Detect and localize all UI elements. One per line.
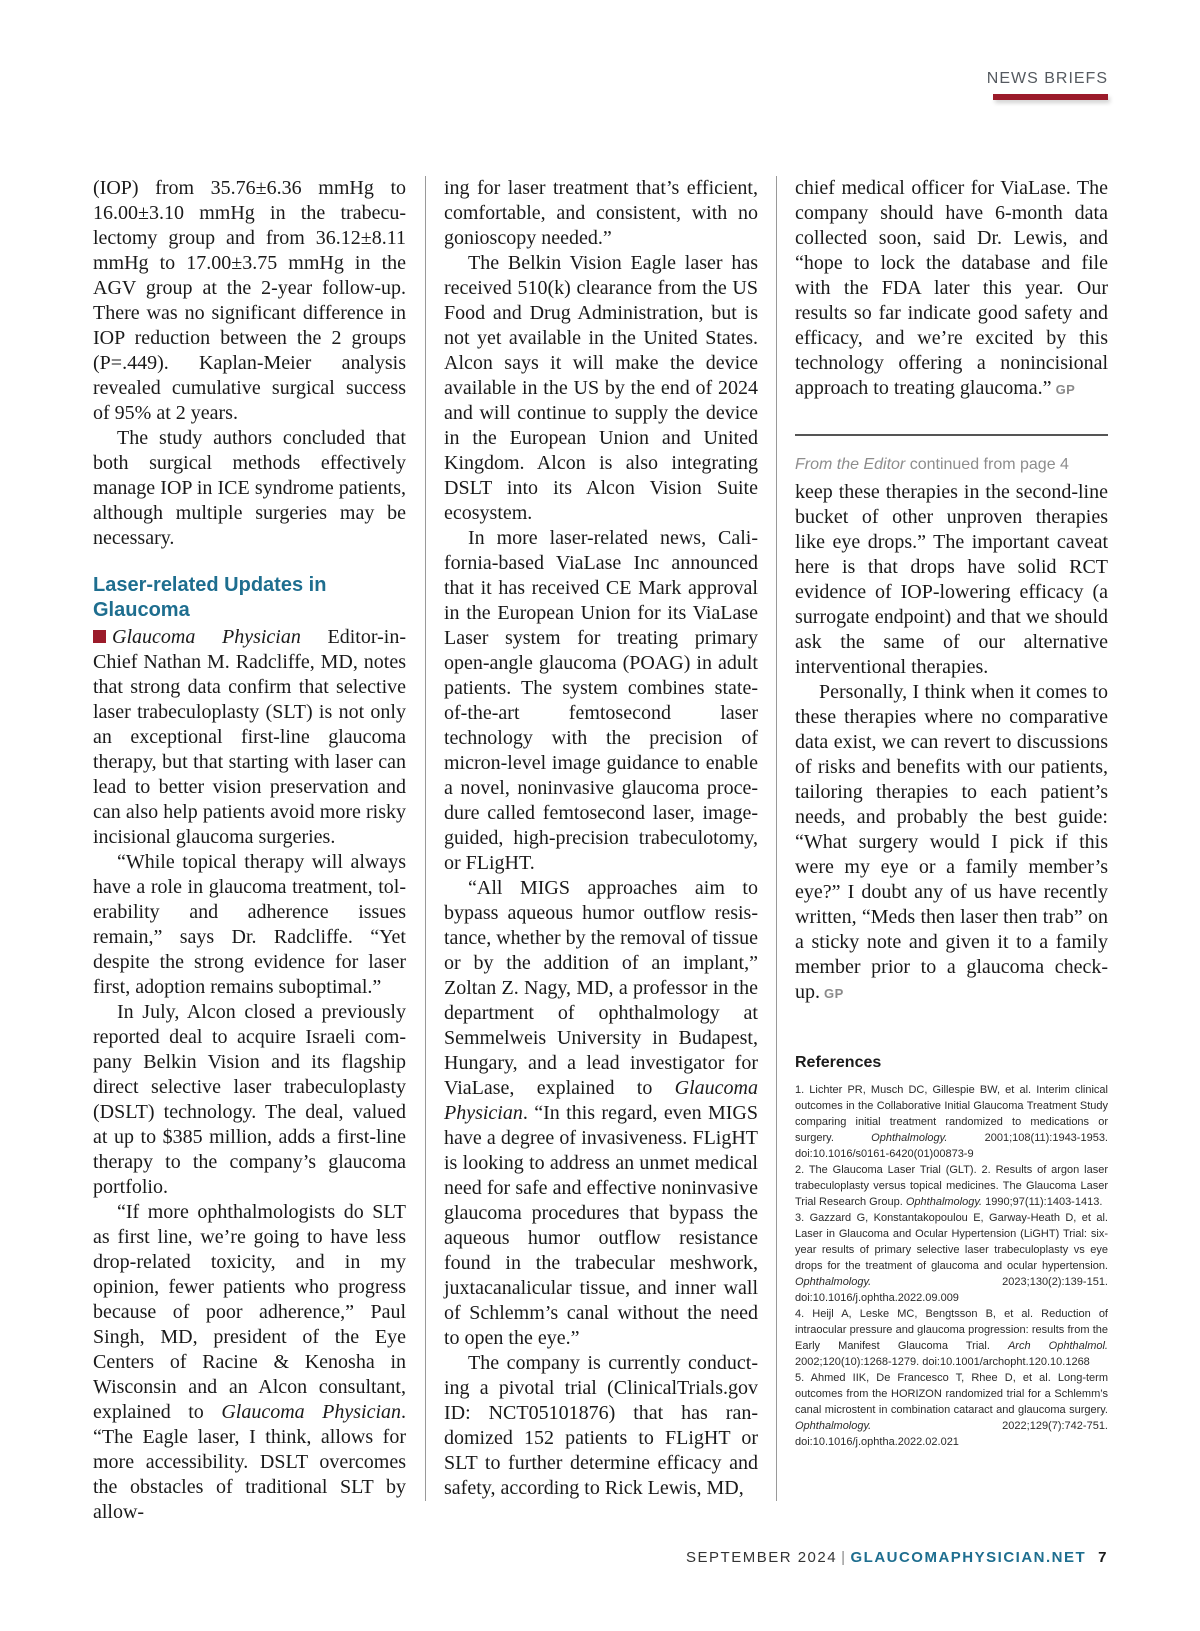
reference-text: 2023;130(2):139-151. doi:10.1016/j.ophtha.2022.09.009 <box>795 1276 1108 1304</box>
end-mark: GP <box>1055 382 1076 397</box>
paragraph: ing for laser treatment that’s efficient, comfortable, and consistent, with no gonioscopy needed.” <box>444 177 758 249</box>
paragraph <box>93 1200 406 1525</box>
reference-text: 2002;120(10):1268-1279. doi:10.1001/archopht.120.10.1268 <box>795 1356 1090 1368</box>
section-divider <box>795 434 1108 436</box>
reference-text: 5. Ahmed IIK, De Francesco T, Rhee D, et al. Long-term outcomes from the HORIZON randomized trial for a Schlemm’s canal microstent in combination cataract and glaucoma surgery. <box>795 1372 1108 1416</box>
paragraph: The company is currently conducting a pivotal trial (ClinicalTrials.gov ID: NCT05101876) that has randomized 152 patients to FLigHT or SLT to further determine efficacy and safety, according to Rick Lewis, MD, <box>444 1352 758 1499</box>
issue-date: SEPTEMBER 2024 <box>686 1549 838 1566</box>
column-2 <box>444 176 758 1501</box>
reference-text: 1990;97(11):1403-1413. <box>982 1196 1103 1208</box>
paragraph: keep these therapies in the second-line bucket of other unproven therapies like eye drops.” The important caveat here is that drops have solid RCT evidence of IOP-lowering efficacy (a surrogate endpoint) and that we should ask the same of our alternative interventional therapies. <box>795 481 1108 678</box>
paragraph-text: “All MIGS approaches aim to bypass aqueous humor outflow resistance, whether by the removal of tissue or by the addition of an implant,” Zoltan Z. Nagy, MD, a professor in the department of ophthalmology at Semmelweis University in Budapest, Hungary, and a lead investigator for ViaLase, explained to <box>444 877 758 1099</box>
reference-text: 2001;108(11):1943-1953. doi:10.1016/s0161-6420(01)00873-9 <box>795 1132 1108 1160</box>
website-link[interactable]: GLAUCOMAPHYSICIAN.NET <box>850 1549 1087 1566</box>
section-heading: Laser-related Updates in Glaucoma <box>93 574 327 621</box>
column-divider <box>425 176 426 1501</box>
footer-separator: | <box>841 1549 847 1566</box>
paragraph-text: “If more ophthalmologists do SLT as first line, we’re going to have less drop-related toxicity, and in my opinion, fewer patients who progress because of poor adherence,” Paul Singh, MD, president of the Eye Centers of Racine & Kenosha in Wisconsin and an Alcon consultant, explained to <box>93 1201 406 1423</box>
reference-item <box>795 1370 1108 1450</box>
paragraph-text: . “The Eagle laser, I think, allows for more accessibility. DSLT overcomes the obstacles of traditional SLT by allow- <box>93 1401 406 1523</box>
reference-text: 4. Heijl A, Leske MC, Bengtsson B, et al. Reduction of intraocular pressure and glaucoma progression: results from the Early Manifest Glaucoma Trial. <box>795 1308 1108 1352</box>
paragraph-text: chief medical officer for ViaLase. The company should have 6-month data collected soon, said Dr. Lewis, and “hope to lock the database and file with the FDA later this year. Our results so far indicate good safety and efficacy, and we’re excited by this technology offering a nonincisional approach to treating glaucoma.” <box>795 177 1108 399</box>
paragraph: In July, Alcon closed a previously reported deal to acquire Israeli company Belkin Vision and its flagship direct selective laser trabeculoplasty (DSLT) technology. The deal, valued at up to $385 million, adds a first-line therapy to the company’s glaucoma portfolio. <box>93 1001 406 1198</box>
paragraph <box>444 876 758 1351</box>
continued-page: continued from page 4 <box>905 456 1069 473</box>
journal-name: Arch Ophthalmol. <box>1007 1340 1108 1352</box>
reference-text: 2022;129(7):742-751. doi:10.1016/j.ophtha.2022.02.021 <box>795 1420 1108 1448</box>
continued-note <box>795 454 1108 476</box>
journal-name: Ophthalmology. <box>795 1276 872 1288</box>
paragraph: “While topical therapy will always have a role in glaucoma treatment, tolerability and adherence issues remain,” says Dr. Radcliffe. “Yet despite the strong evidence for laser first, adoption remains suboptimal.” <box>93 851 406 998</box>
journal-name: Ophthalmology. <box>905 1196 983 1208</box>
publication-name: Glaucoma Physician <box>112 626 301 648</box>
paragraph: The study authors concluded that both surgical methods effectively manage IOP in ICE syndrome patients, although multiple surgeries may be necessary. <box>93 427 406 549</box>
section-label: NEWS BRIEFS <box>986 70 1108 87</box>
publication-name: Glaucoma Physician <box>444 1077 758 1124</box>
section-accent-bar <box>993 94 1108 100</box>
references-heading: References <box>795 1054 882 1071</box>
paragraph-text: Editor-in-Chief Nathan M. Radcliffe, MD, notes that strong data confirm that selective laser trabeculoplasty (SLT) is not only an exceptional first-line glaucoma therapy, but that starting with laser can lead to better vision preservation and can also help patients avoid more risky incisional glaucoma surgeries. <box>93 626 406 848</box>
column-3 <box>795 176 1108 1450</box>
reference-item <box>795 1210 1108 1306</box>
paragraph <box>93 625 406 850</box>
reference-text: 2. The Glaucoma Laser Trial (GLT). 2. Results of argon laser trabeculoplasty versus topical medicines. The Glaucoma Laser Trial Research Group. <box>795 1164 1108 1208</box>
column-1 <box>93 176 406 1525</box>
paragraph: In more laser-related news, California-based ViaLase Inc announced that it has received CE Mark approval in the European Union for its ViaLase Laser system for treating primary open-angle glaucoma (POAG) in adult patients. The system combines state-of-the-art femtosecond laser technology with the precision of micron-level image guidance to enable a novel, noninvasive glaucoma procedure called femtosecond laser, image-guided, high-precision trabeculotomy, or FLigHT. <box>444 527 758 874</box>
reference-item <box>795 1306 1108 1370</box>
page-footer <box>686 1549 1108 1566</box>
reference-item <box>795 1082 1108 1162</box>
paragraph <box>795 176 1108 402</box>
paragraph <box>795 680 1108 1006</box>
paragraph: The Belkin Vision Eagle laser has received 510(k) clearance from the US Food and Drug Administration, but is not yet available in the United States. Alcon says it will make the device available in the US by the end of 2024 and will continue to supply the device in the European Union and United Kingdom. Alcon is also integrating DSLT into its Alcon Vision Suite ecosystem. <box>444 252 758 524</box>
paragraph: (IOP) from 35.76±6.36 mmHg to 16.00±3.10 mmHg in the trabeculectomy group and from 36.12±8.11 mmHg to 17.00±3.75 mmHg in the AGV group at the 2-year follow-up. There was no significant difference in IOP reduction between the 2 groups (P=.449). Kaplan-Meier analysis revealed cumulative surgical success of 95% at 2 years. <box>93 177 406 424</box>
journal-name: Ophthalmology. <box>795 1420 872 1432</box>
end-mark: GP <box>824 986 844 1001</box>
reference-text: 1. Lichter PR, Musch DC, Gillespie BW, et al. Interim clinical outcomes in the Collaborative Initial Glaucoma Treatment Study comparing initial treatment randomized to medications or surgery. <box>795 1084 1108 1144</box>
reference-text: 3. Gazzard G, Konstantakopoulou E, Garway-Heath D, et al. Laser in Glaucoma and Ocular Hypertension (LiGHT) Trial: six-year results of primary selective laser trabeculoplasty vs eye drops for the treatment of glaucoma and ocular hypertension. <box>795 1212 1108 1272</box>
page-number: 7 <box>1098 1549 1108 1566</box>
publication-name: Glaucoma Physician <box>221 1401 401 1423</box>
bullet-square-icon <box>93 630 106 643</box>
column-divider <box>776 176 777 1501</box>
reference-item <box>795 1162 1108 1210</box>
paragraph-text: Personally, I think when it comes to these therapies where no comparative data exist, we can revert to discussions of risks and benefits with our patients, tailoring therapies to each patient’s needs, and probably the best guide: “What surgery would I pick if this were my eye or a family member’s eye?” I doubt any of us have recently written, “Meds then laser then trab” on a sticky note and given it to a family member prior to a glaucoma check-up. <box>795 681 1108 1003</box>
paragraph-text: . “In this regard, even MIGS have a degree of invasiveness. FLigHT is looking to address an unmet medical need for safe and effective noninvasive glaucoma procedures that bypass the aqueous humor outflow resistance found in the trabecular meshwork, juxtacanalicular tissue, and inner wall of Schlemm’s canal without the need to open the eye.” <box>444 1102 758 1349</box>
continued-source: From the Editor <box>795 456 906 473</box>
journal-name: Ophthalmology. <box>871 1132 948 1144</box>
